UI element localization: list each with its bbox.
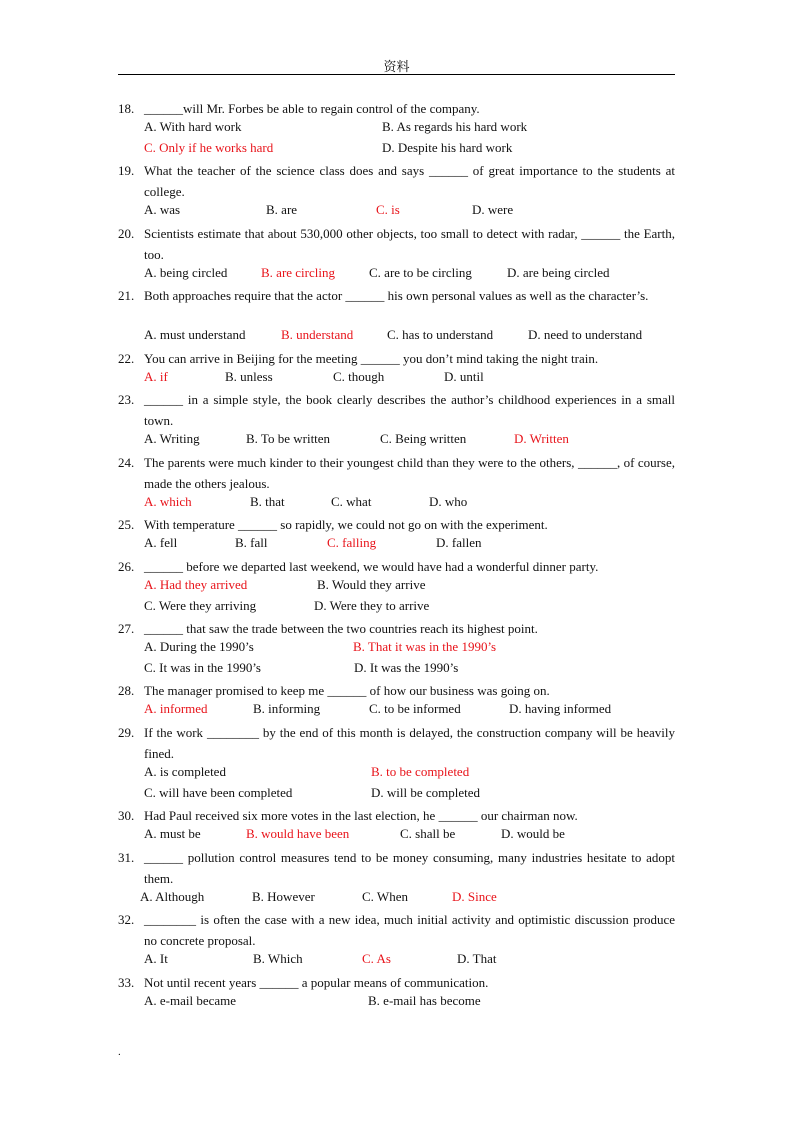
- option-row: [144, 369, 675, 390]
- option-row: [144, 764, 675, 785]
- question-stem: ______ pollution control measures tend to be money consuming, many industries hesitate to adopt them.: [144, 850, 675, 886]
- answer-option: A. During the 1990’s: [144, 639, 254, 654]
- question-stem: Both approaches require that the actor ______ his own personal values as well as the character’s.: [144, 288, 649, 303]
- answer-option: B. To be written: [246, 431, 331, 446]
- answer-option: C. Were they arriving: [144, 598, 257, 613]
- option-row: [144, 577, 675, 598]
- answer-option: C. As: [362, 951, 391, 966]
- question-stem: The manager promised to keep me ______ of how our business was going on.: [144, 683, 550, 698]
- option-row: [144, 327, 675, 348]
- option-row: [144, 431, 675, 452]
- question-stem: ______will Mr. Forbes be able to regain control of the company.: [144, 101, 480, 116]
- question-stem: You can arrive in Beijing for the meeting ______ you don’t mind taking the night train.: [144, 351, 599, 366]
- answer-option: A. must understand: [144, 327, 246, 342]
- answer-option: D. fallen: [436, 535, 482, 550]
- answer-option: D. That: [457, 951, 497, 966]
- option-row: [144, 660, 675, 681]
- answer-option: C. Being written: [380, 431, 467, 446]
- option-row: [144, 785, 675, 806]
- question-stem: With temperature ______ so rapidly, we could not go on with the experiment.: [144, 517, 548, 532]
- answer-option: A. was: [144, 202, 181, 217]
- answer-option: B. fall: [235, 535, 268, 550]
- answer-option: B. informing: [253, 701, 321, 716]
- answer-option: B. Which: [253, 951, 303, 966]
- question-stem: Not until recent years ______ a popular means of communication.: [144, 975, 489, 990]
- question-stem: If the work ________ by the end of this month is delayed, the construction company will be heavily fined.: [144, 725, 675, 761]
- question-number: 27.: [118, 621, 135, 636]
- answer-option: B. that: [250, 494, 285, 509]
- answer-option: B. unless: [225, 369, 273, 384]
- question-number: 30.: [118, 808, 135, 823]
- question-number: 18.: [118, 101, 135, 116]
- question-number: 19.: [118, 163, 135, 178]
- question-number: 22.: [118, 351, 135, 366]
- question-stem: ________ is often the case with a new idea, much initial activity and optimistic discussion produce no concrete proposal.: [144, 912, 675, 948]
- option-row: [144, 140, 675, 161]
- question-number: 29.: [118, 725, 135, 740]
- answer-option: C. to be informed: [369, 701, 461, 716]
- answer-option: D. were: [472, 202, 514, 217]
- answer-option: D. until: [444, 369, 484, 384]
- question-number: 20.: [118, 226, 135, 241]
- answer-option: B. However: [252, 889, 315, 904]
- answer-option: C. has to understand: [387, 327, 494, 342]
- answer-option: C. will have been completed: [144, 785, 293, 800]
- question-number: 32.: [118, 912, 135, 927]
- option-row: [144, 993, 675, 1014]
- question-stem: ______ that saw the trade between the two countries reach its highest point.: [144, 621, 538, 636]
- question-number: 24.: [118, 455, 135, 470]
- answer-option: D. It was the 1990’s: [354, 660, 459, 675]
- answer-option: D. will be completed: [371, 785, 481, 800]
- answer-option: B. e-mail has become: [368, 993, 481, 1008]
- question-number: 25.: [118, 517, 135, 532]
- answer-option: B. Would they arrive: [317, 577, 426, 592]
- question-stem: What the teacher of the science class does and says ______ of great importance to the students at college.: [144, 163, 675, 199]
- answer-option: D. Were they to arrive: [314, 598, 430, 613]
- answer-option: C. shall be: [400, 826, 456, 841]
- question-stem: ______ in a simple style, the book clearly describes the author’s childhood experiences in a small town.: [144, 392, 675, 428]
- option-row: [144, 494, 675, 515]
- option-row: [144, 639, 675, 660]
- answer-option: A. which: [144, 494, 192, 509]
- answer-option: C. It was in the 1990’s: [144, 660, 261, 675]
- option-row: [144, 202, 675, 223]
- question-number: 31.: [118, 850, 135, 865]
- answer-option: C. are to be circling: [369, 265, 472, 280]
- question-number: 33.: [118, 975, 135, 990]
- option-row: [140, 889, 675, 910]
- answer-option: C. what: [331, 494, 372, 509]
- answer-option: B. are: [266, 202, 298, 217]
- answer-option: D. need to understand: [528, 327, 643, 342]
- answer-option: A. informed: [144, 701, 208, 716]
- question-number: 26.: [118, 559, 135, 574]
- question-number: 28.: [118, 683, 135, 698]
- answer-option: A. It: [144, 951, 168, 966]
- answer-option: A. being circled: [144, 265, 228, 280]
- question-stem: Scientists estimate that about 530,000 other objects, too small to detect with radar, ______ the Earth, too.: [144, 226, 675, 262]
- answer-option: C. though: [333, 369, 385, 384]
- answer-option: A. Had they arrived: [144, 577, 248, 592]
- answer-option: A. must be: [144, 826, 201, 841]
- answer-option: B. are circling: [261, 265, 335, 280]
- question-number: 23.: [118, 392, 135, 407]
- answer-option: C. Only if he works hard: [144, 140, 274, 155]
- page-header: 资料: [383, 59, 410, 74]
- option-row: [144, 951, 675, 972]
- answer-option: B. understand: [281, 327, 354, 342]
- answer-option: A. Although: [140, 889, 205, 904]
- question-stem: Had Paul received six more votes in the last election, he ______ our chairman now.: [144, 808, 578, 823]
- answer-option: B. That it was in the 1990’s: [353, 639, 497, 654]
- answer-option: D. would be: [501, 826, 565, 841]
- option-row: [144, 119, 675, 140]
- answer-option: B. would have been: [246, 826, 350, 841]
- answer-option: B. to be completed: [371, 764, 470, 779]
- answer-option: A. if: [144, 369, 168, 384]
- answer-option: A. Writing: [144, 431, 200, 446]
- header-rule: [118, 74, 675, 75]
- option-row: [144, 598, 675, 619]
- option-row: [144, 535, 675, 556]
- footer-mark: .: [118, 1046, 121, 1058]
- answer-option: C. falling: [327, 535, 377, 550]
- answer-option: D. Written: [514, 431, 569, 446]
- question-stem: ______ before we departed last weekend, we would have had a wonderful dinner party.: [144, 559, 599, 574]
- answer-option: B. As regards his hard work: [382, 119, 528, 134]
- answer-option: D. having informed: [509, 701, 612, 716]
- option-row: [144, 265, 675, 286]
- answer-option: D. Despite his hard work: [382, 140, 513, 155]
- answer-option: D. who: [429, 494, 468, 509]
- answer-option: A. fell: [144, 535, 178, 550]
- option-row: [144, 826, 675, 847]
- option-row: [144, 701, 675, 722]
- question-stem: The parents were much kinder to their youngest child than they were to the others, ______, of course, made the others jealous.: [144, 455, 675, 491]
- answer-option: A. is completed: [144, 764, 226, 779]
- answer-option: D. Since: [452, 889, 497, 904]
- answer-option: D. are being circled: [507, 265, 610, 280]
- answer-option: A. With hard work: [144, 119, 242, 134]
- answer-option: A. e-mail became: [144, 993, 237, 1008]
- answer-option: C. is: [376, 202, 400, 217]
- answer-option: C. When: [362, 889, 408, 904]
- question-number: 21.: [118, 288, 135, 303]
